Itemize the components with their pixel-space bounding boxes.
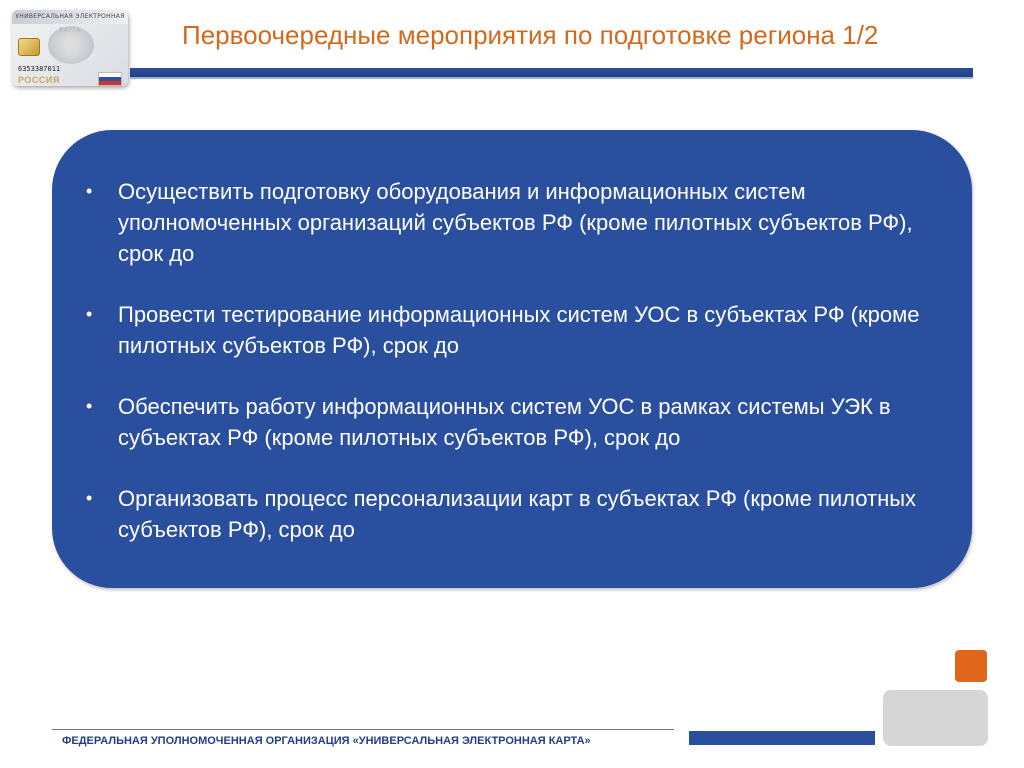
- title-underline-bar: [130, 68, 973, 77]
- footer-organization-name: ФЕДЕРАЛЬНАЯ УПОЛНОМОЧЕННАЯ ОРГАНИЗАЦИЯ «УНИВЕРСАЛЬНАЯ ЭЛЕКТРОННАЯ КАРТА»: [62, 735, 591, 747]
- uek-card-logo: [12, 10, 128, 86]
- slide-title: Первоочередные мероприятия по подготовке региона 1/2: [182, 20, 879, 50]
- footer-accent-bar: [689, 731, 875, 745]
- bullet-item: [84, 176, 944, 269]
- bullet-marker: •: [86, 488, 93, 508]
- decor-orange-square: [955, 650, 987, 682]
- chip-icon: [18, 38, 40, 56]
- card-caption: УНИВЕРСАЛЬНАЯ ЭЛЕКТРОННАЯ: [12, 10, 128, 24]
- bullet-list: [84, 176, 944, 575]
- bullet-marker: •: [86, 181, 93, 201]
- decor-gray-square: [883, 690, 988, 746]
- footer-divider: [52, 729, 674, 730]
- bullet-item: [84, 299, 944, 361]
- content-panel: [52, 130, 972, 588]
- coat-of-arms-icon: [48, 26, 94, 64]
- bullet-text: Осуществить подготовку оборудования и информационных систем уполномоченных организаций субъектов РФ (кроме пилотных субъектов РФ), срок до: [118, 179, 913, 266]
- bullet-text: Провести тестирование информационных систем УОС в субъектах РФ (кроме пилотных субъектов РФ), срок до: [118, 302, 920, 358]
- bullet-text: Обеспечить работу информационных систем УОС в рамках системы УЭК в субъектах РФ (кроме пилотных субъектов РФ), срок до: [118, 394, 891, 450]
- bullet-marker: •: [86, 304, 93, 324]
- card-number: 6353387011: [18, 65, 61, 73]
- bullet-item: [84, 483, 944, 545]
- title-underline-highlight: [130, 77, 973, 79]
- card-country: РОССИЯ: [18, 75, 60, 85]
- russian-flag-icon: [98, 72, 122, 86]
- bullet-text: Организовать процесс персонализации карт в субъектах РФ (кроме пилотных субъектов РФ), срок до: [118, 486, 917, 542]
- bullet-marker: •: [86, 396, 93, 416]
- bullet-item: [84, 391, 944, 453]
